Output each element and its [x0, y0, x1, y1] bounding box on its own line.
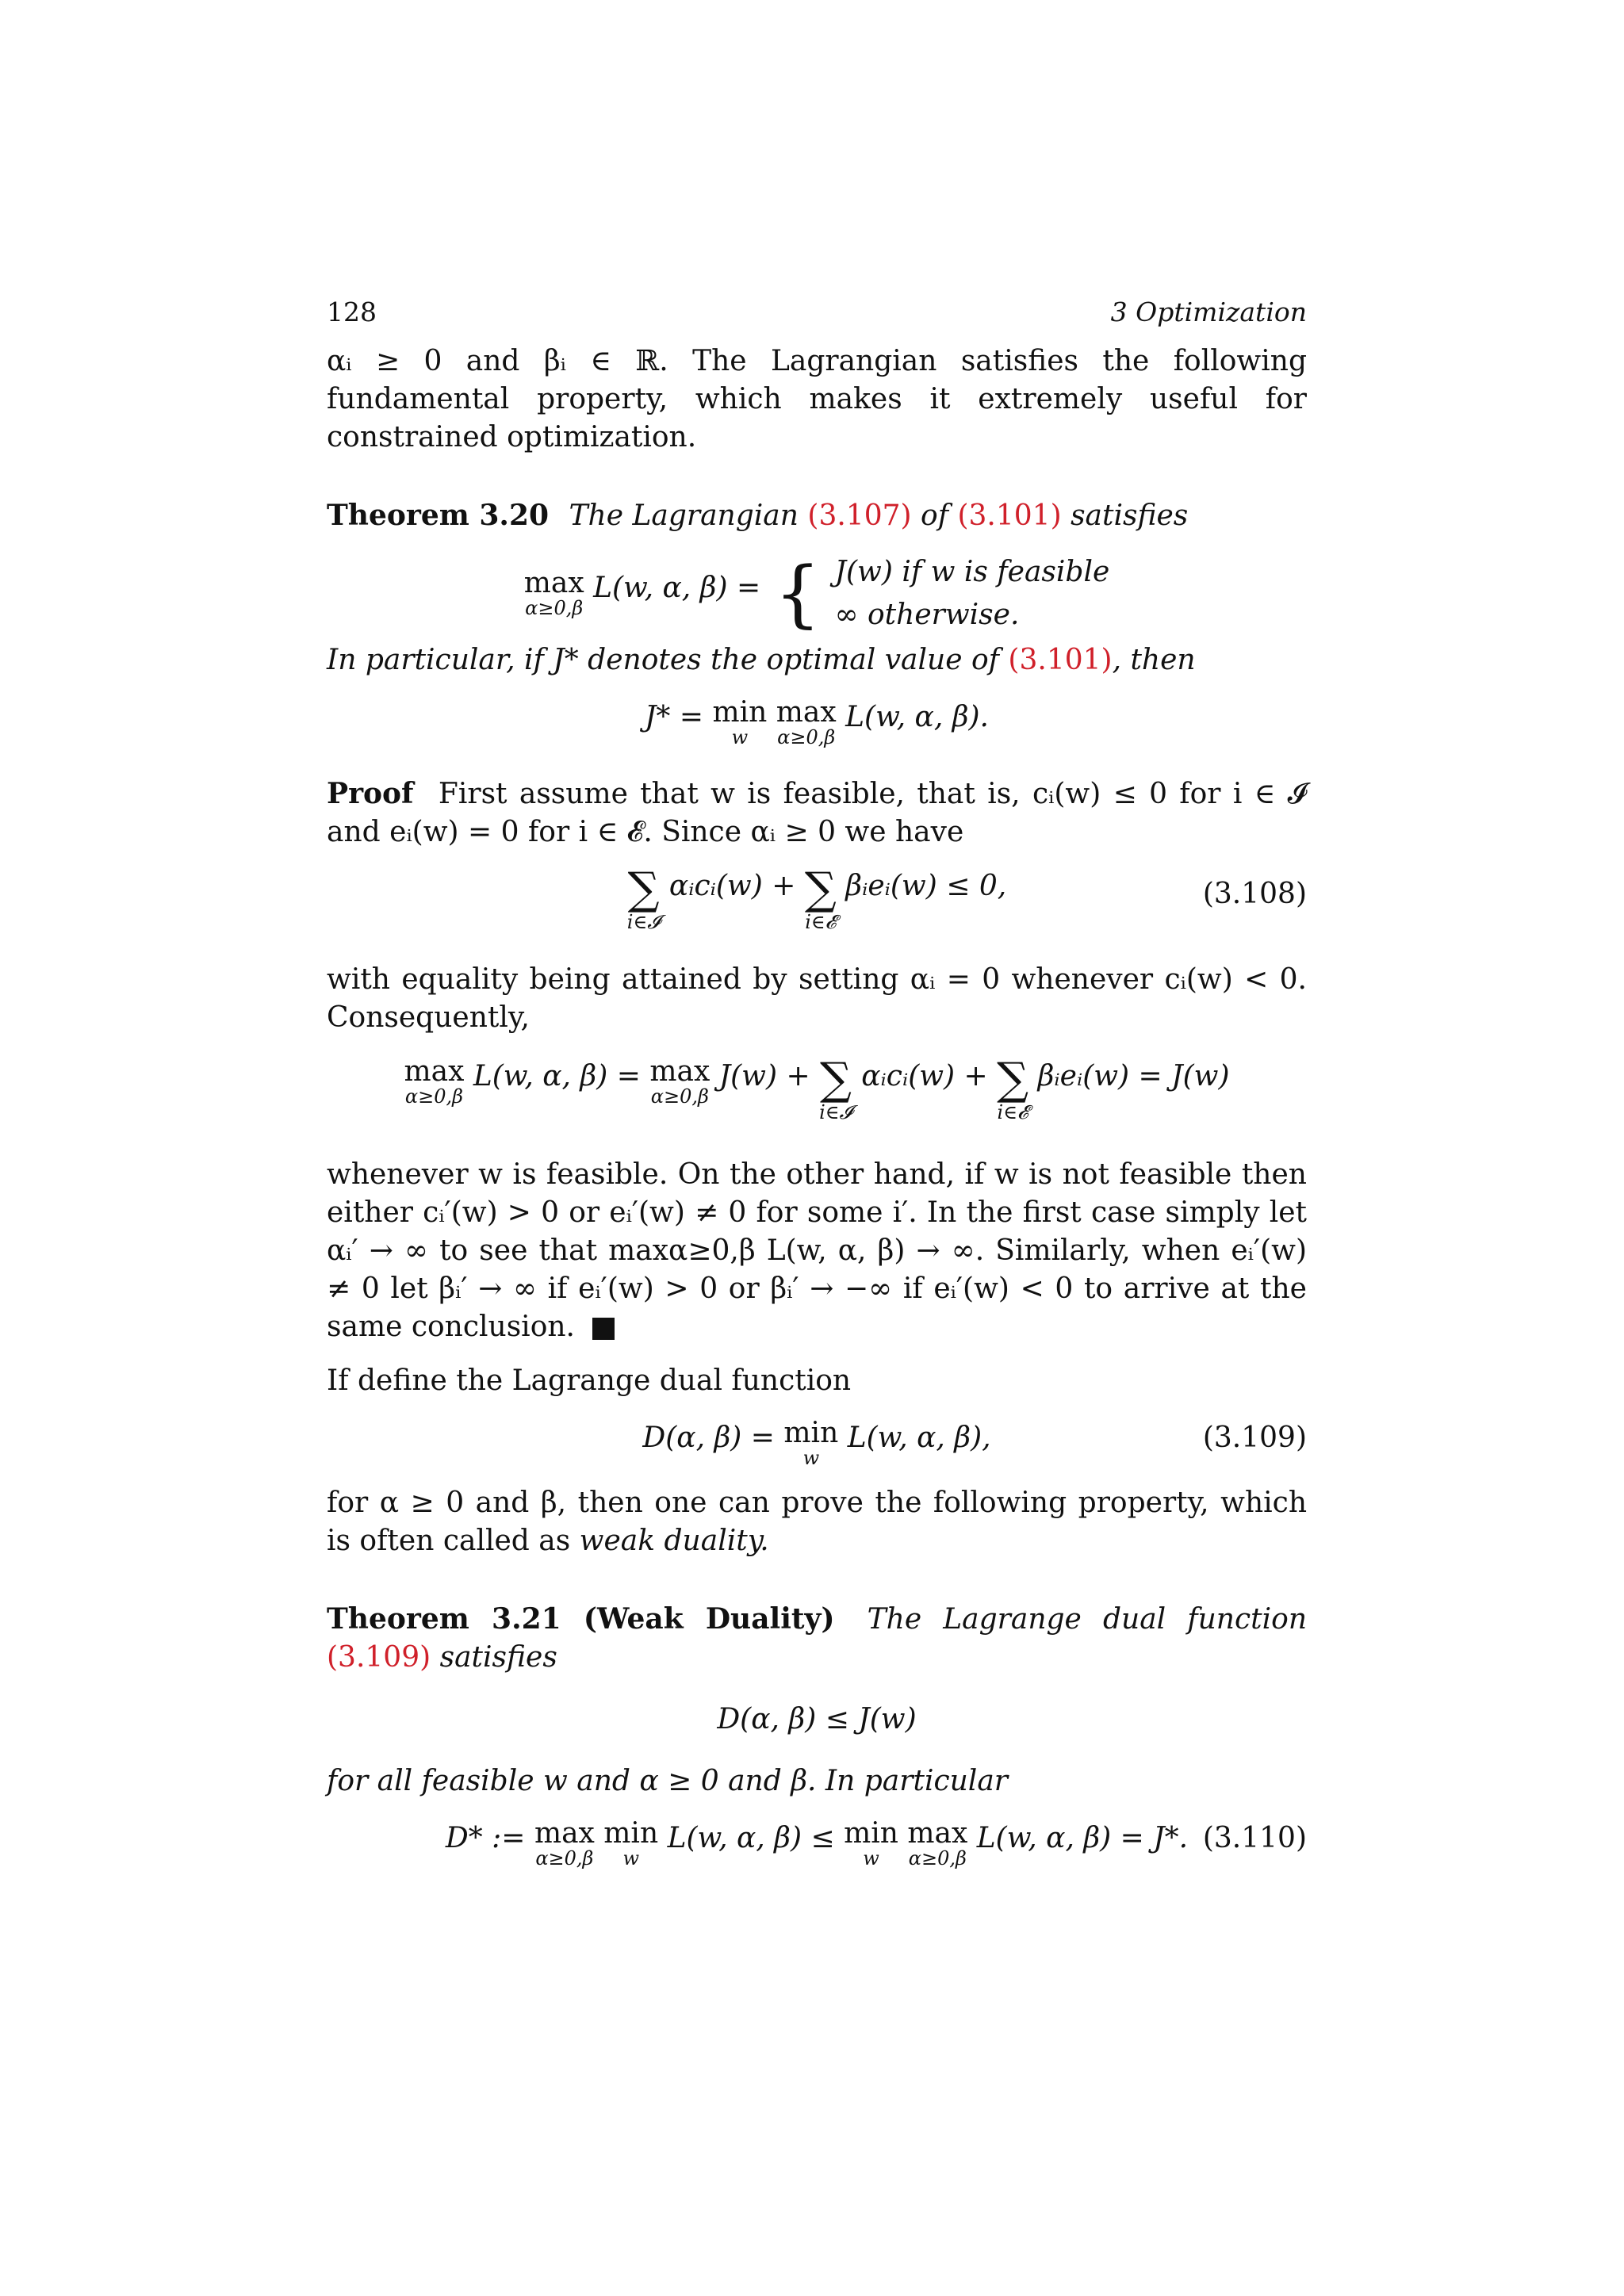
equation-term: αᵢcᵢ(w) +: [668, 870, 796, 902]
proof-label: Proof: [327, 777, 414, 810]
min-operator: [783, 1419, 838, 1468]
left-brace: {: [774, 551, 822, 636]
proof-text: First assume that w is feasible, that is, cᵢ(w) ≤ 0 for i ∈ 𝓘 and eᵢ(w) = 0 for i ∈ 𝓔. Since αᵢ ≥ 0 we have: [327, 778, 1307, 848]
equation-term: βᵢeᵢ(w) ≤ 0,: [845, 870, 1007, 902]
theorem-text: of: [921, 499, 949, 532]
min-operator: [844, 1817, 898, 1869]
theorem-3-20: [327, 496, 1307, 535]
theorem-label: Theorem 3.20: [327, 499, 550, 532]
equation-3-109: [327, 1419, 1307, 1468]
max-operator: [907, 1817, 968, 1869]
running-header: [327, 293, 1307, 331]
body-text: for α ≥ 0 and β, then one can prove the following property, which is often called as: [327, 1487, 1307, 1557]
op-text: max: [776, 696, 837, 729]
op-limit: i∈𝓔: [997, 1101, 1028, 1123]
op-text: min: [712, 696, 768, 729]
intro-paragraph: αᵢ ≥ 0 and βᵢ ∈ ℝ. The Lagrangian satisfies the following fundamental property, which makes it extremely useful for constrained optimization.: [327, 345, 1307, 453]
theorem-text: In particular, if J* denotes the optimal value of: [327, 644, 999, 676]
equation-rhs: L(w, α, β).: [845, 701, 990, 733]
equation-ref-link[interactable]: (3.101): [1008, 644, 1113, 676]
page-number: 128: [327, 297, 377, 327]
page-body: [327, 293, 1307, 1869]
theorem-text: , then: [1112, 644, 1196, 676]
op-text: min: [783, 1417, 839, 1449]
op-limit: α≥0,β: [650, 1085, 709, 1108]
max-operator: [404, 1055, 465, 1108]
op-limit: w: [863, 1847, 879, 1869]
theorem-text: The Lagrangian: [569, 499, 799, 532]
equation-lhs: D(α, β) =: [642, 1422, 775, 1454]
op-text: max: [523, 567, 584, 599]
equation-ref-link[interactable]: (3.107): [807, 499, 912, 532]
max-operator: [649, 1055, 710, 1108]
sum-symbol: ∑: [819, 1054, 852, 1105]
op-limit: α≥0,β: [525, 597, 584, 619]
op-text: max: [649, 1055, 710, 1088]
equation-term: L(w, α, β) = J*.: [976, 1822, 1189, 1854]
dual-after: [327, 1484, 1307, 1560]
op-limit: α≥0,β: [404, 1085, 463, 1108]
equation-lhs: J* =: [644, 701, 704, 733]
theorem-text: satisfies: [1071, 499, 1189, 532]
sum-symbol: ∑: [627, 863, 660, 915]
theorem-particular: for all feasible w and α ≥ 0 and β. In particular: [327, 1765, 1008, 1797]
op-text: max: [907, 1817, 968, 1850]
max-operator: [524, 569, 584, 618]
theorem-text: satisfies: [439, 1641, 557, 1674]
op-limit: w: [731, 726, 749, 748]
section-title: 3 Optimization: [1110, 297, 1307, 327]
equation-term: J(w) +: [718, 1060, 810, 1093]
equation-number: (3.108): [1202, 878, 1307, 910]
op-limit: α≥0,β: [777, 726, 836, 748]
op-text: max: [404, 1055, 465, 1088]
dual-intro: If define the Lagrange dual function: [327, 1364, 852, 1397]
theorem-particular: [327, 641, 1307, 679]
sum-symbol: ∑: [804, 863, 837, 915]
qed-icon: [592, 1318, 615, 1340]
case-otherwise: ∞ otherwise.: [834, 599, 1020, 631]
max-operator: [534, 1817, 595, 1869]
equation-term: βᵢeᵢ(w) = J(w): [1037, 1060, 1230, 1093]
sum-operator: [819, 1054, 852, 1123]
sum-operator: [997, 1054, 1029, 1123]
case-feasible: J(w) if w is feasible: [834, 556, 1110, 588]
equation-3-108: [327, 863, 1307, 943]
theorem-text: The Lagrange dual function: [867, 1603, 1307, 1636]
equation-lhs: D* :=: [445, 1822, 526, 1854]
theorem-3-21: [327, 1600, 1307, 1677]
equation-term: L(w, α, β) ≤: [667, 1822, 835, 1854]
equation-3-110: [327, 1817, 1307, 1869]
max-operator: [776, 698, 837, 748]
theorem-label: Theorem 3.21 (Weak Duality): [327, 1602, 835, 1636]
equation-jstar: [327, 698, 1307, 748]
equation-lhs: L(w, α, β) =: [593, 572, 761, 604]
op-limit: α≥0,β: [535, 1847, 594, 1869]
op-text: min: [844, 1817, 898, 1850]
op-limit: w: [802, 1447, 820, 1469]
sum-operator: [804, 863, 837, 933]
proof-paragraph-2: with equality being attained by setting αᵢ = 0 whenever cᵢ(w) < 0. Consequently,: [327, 963, 1307, 1034]
op-limit: α≥0,β: [908, 1847, 967, 1869]
op-limit: i∈𝓘: [626, 911, 661, 933]
equation-max-lagrangian: [327, 551, 1307, 636]
equation-chain: [327, 1054, 1307, 1134]
op-limit: i∈𝓘: [819, 1101, 852, 1123]
min-operator: [603, 1817, 659, 1869]
equation-ref-link[interactable]: (3.109): [327, 1641, 431, 1674]
emphasis-text: weak duality.: [579, 1525, 769, 1557]
cases-block: [835, 551, 1110, 637]
equation-rhs: L(w, α, β),: [847, 1422, 991, 1454]
min-operator: [712, 698, 767, 748]
proof-paragraph-3: [327, 1156, 1307, 1346]
equation-number: (3.109): [1202, 1422, 1307, 1454]
op-text: max: [534, 1817, 595, 1850]
equation-term: αᵢcᵢ(w) +: [861, 1060, 988, 1093]
op-limit: i∈𝓔: [805, 911, 837, 933]
sum-operator: [626, 863, 661, 933]
equation-weak-duality: D(α, β) ≤ J(w): [717, 1703, 917, 1735]
proof-paragraph: [327, 775, 1307, 851]
equation-number: (3.110): [1202, 1822, 1307, 1854]
equation-term: L(w, α, β) =: [473, 1060, 641, 1093]
proof-text: whenever w is feasible. On the other hand, if w is not feasible then either cᵢ′(w) > 0 or eᵢ′(w) ≠ 0 for some i′. In the first case simply let αᵢ′ → ∞ to see that maxα≥0,β L(w, α, β) → ∞. Similarly, when eᵢ′(w) ≠ 0 let βᵢ′ → ∞ if eᵢ′(w) > 0 or βᵢ′ → −∞ if eᵢ′(w) < 0 to arrive at the same conclusion.: [327, 1158, 1307, 1343]
equation-ref-link[interactable]: (3.101): [957, 499, 1062, 532]
op-text: min: [603, 1817, 659, 1850]
sum-symbol: ∑: [997, 1054, 1029, 1105]
op-limit: w: [622, 1847, 639, 1869]
